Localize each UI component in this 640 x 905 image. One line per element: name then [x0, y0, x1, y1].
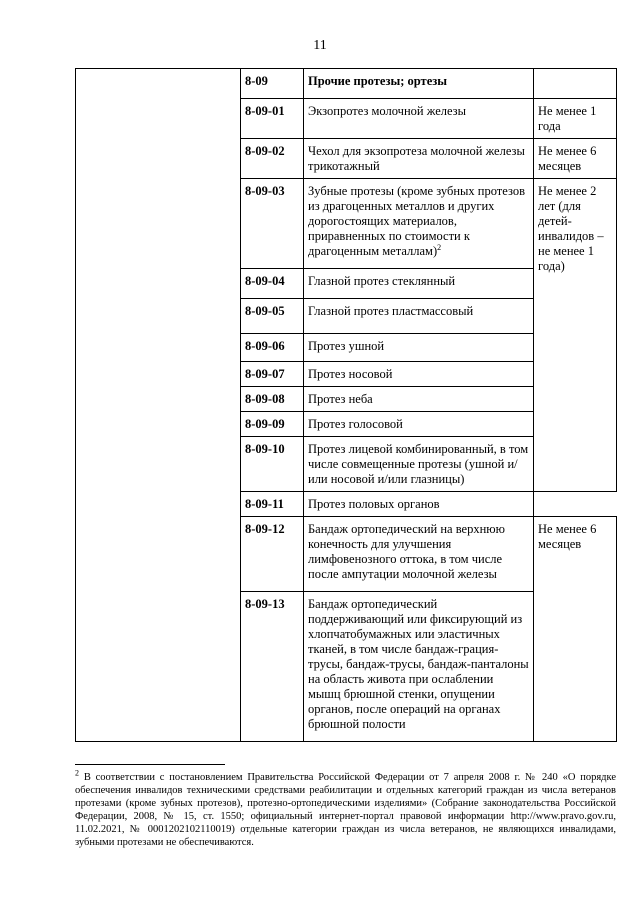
row-term: Не менее 6 месяцев [534, 139, 617, 179]
footnote-text: В соответствии с постановлением Правительства Российской Федерации от 7 апреля 2008 г. № 240 «О порядке обеспечения инвалидов техническими средствами реабилитации и отдельных категорий граждан из числа ветеранов протезами (кроме зубных протезов), протезно-ортопедическими изделиями» (Собрание законодательства Российской Федерации, 2008, № 15, ст. 1550; официальный интернет-портал правовой информации http://www.pravo.gov.ru, 11.02.2021, № 0001202102110019) отдельные категории граждан из числа ветеранов, не являющихся инвалидами, зубными протезами не обеспечиваются. [75, 772, 616, 848]
row-name: Протез лицевой комбинированный, в том числе совмещенные протезы (ушной и/или носовой и/или глазницы) [304, 437, 534, 492]
row-code: 8-09-09 [241, 412, 304, 437]
row-code: 8-09-02 [241, 139, 304, 179]
footnote-number: 2 [75, 768, 79, 778]
header-code: 8-09 [241, 69, 304, 99]
row-code: 8-09-01 [241, 99, 304, 139]
row-name: Протез голосовой [304, 412, 534, 437]
row-code: 8-09-03 [241, 179, 304, 269]
row-code: 8-09-12 [241, 517, 304, 592]
row-name: Бандаж ортопедический на верхнюю конечность для улучшения лимфовенозного оттока, в том числе после ампутации молочной железы [304, 517, 534, 592]
row-term: Не менее 6 месяцев [534, 517, 617, 742]
row-code: 8-09-06 [241, 334, 304, 362]
row-name: Глазной протез пластмассовый [304, 299, 534, 334]
row-name-text: Зубные протезы (кроме зубных протезов из драгоценных металлов и других дорогостоящих материалов, приравненных по стоимости к драгоценным металлам) [308, 184, 525, 258]
row-name: Экзопротез молочной железы [304, 99, 534, 139]
row-name: Глазной протез стеклянный [304, 269, 534, 299]
row-name [304, 179, 534, 269]
row-term: Не менее 1 года [534, 99, 617, 139]
footnote [75, 768, 616, 849]
row-code: 8-09-10 [241, 437, 304, 492]
row-code: 8-09-05 [241, 299, 304, 334]
table-header-row [76, 69, 617, 99]
row-name: Бандаж ортопедический поддерживающий или фиксирующий из хлопчатобумажных или эластичных тканей, в том числе бандаж-грация-трусы, бандаж-трусы, бандаж-панталоны на область живота при ослаблении мышц брюшной стенки, опущении органов, после операций на органах брюшной полости [304, 592, 534, 742]
footnote-mark: 2 [437, 242, 442, 252]
header-term [534, 69, 617, 99]
empty-left-column [76, 69, 241, 742]
row-code: 8-09-04 [241, 269, 304, 299]
row-code: 8-09-08 [241, 387, 304, 412]
row-name: Протез половых органов [304, 492, 534, 517]
row-term: Не менее 2 лет (для детей-инвалидов – не менее 1 года) [534, 179, 617, 492]
row-code: 8-09-07 [241, 362, 304, 387]
row-name: Протез ушной [304, 334, 534, 362]
header-name: Прочие протезы; ортезы [304, 69, 534, 99]
row-code: 8-09-11 [241, 492, 304, 517]
row-name: Протез неба [304, 387, 534, 412]
row-code: 8-09-13 [241, 592, 304, 742]
row-name: Протез носовой [304, 362, 534, 387]
page-number: 11 [313, 38, 327, 53]
prosthesis-table [75, 68, 617, 742]
footnote-separator [75, 764, 225, 765]
row-name: Чехол для экзопротеза молочной железы трикотажный [304, 139, 534, 179]
